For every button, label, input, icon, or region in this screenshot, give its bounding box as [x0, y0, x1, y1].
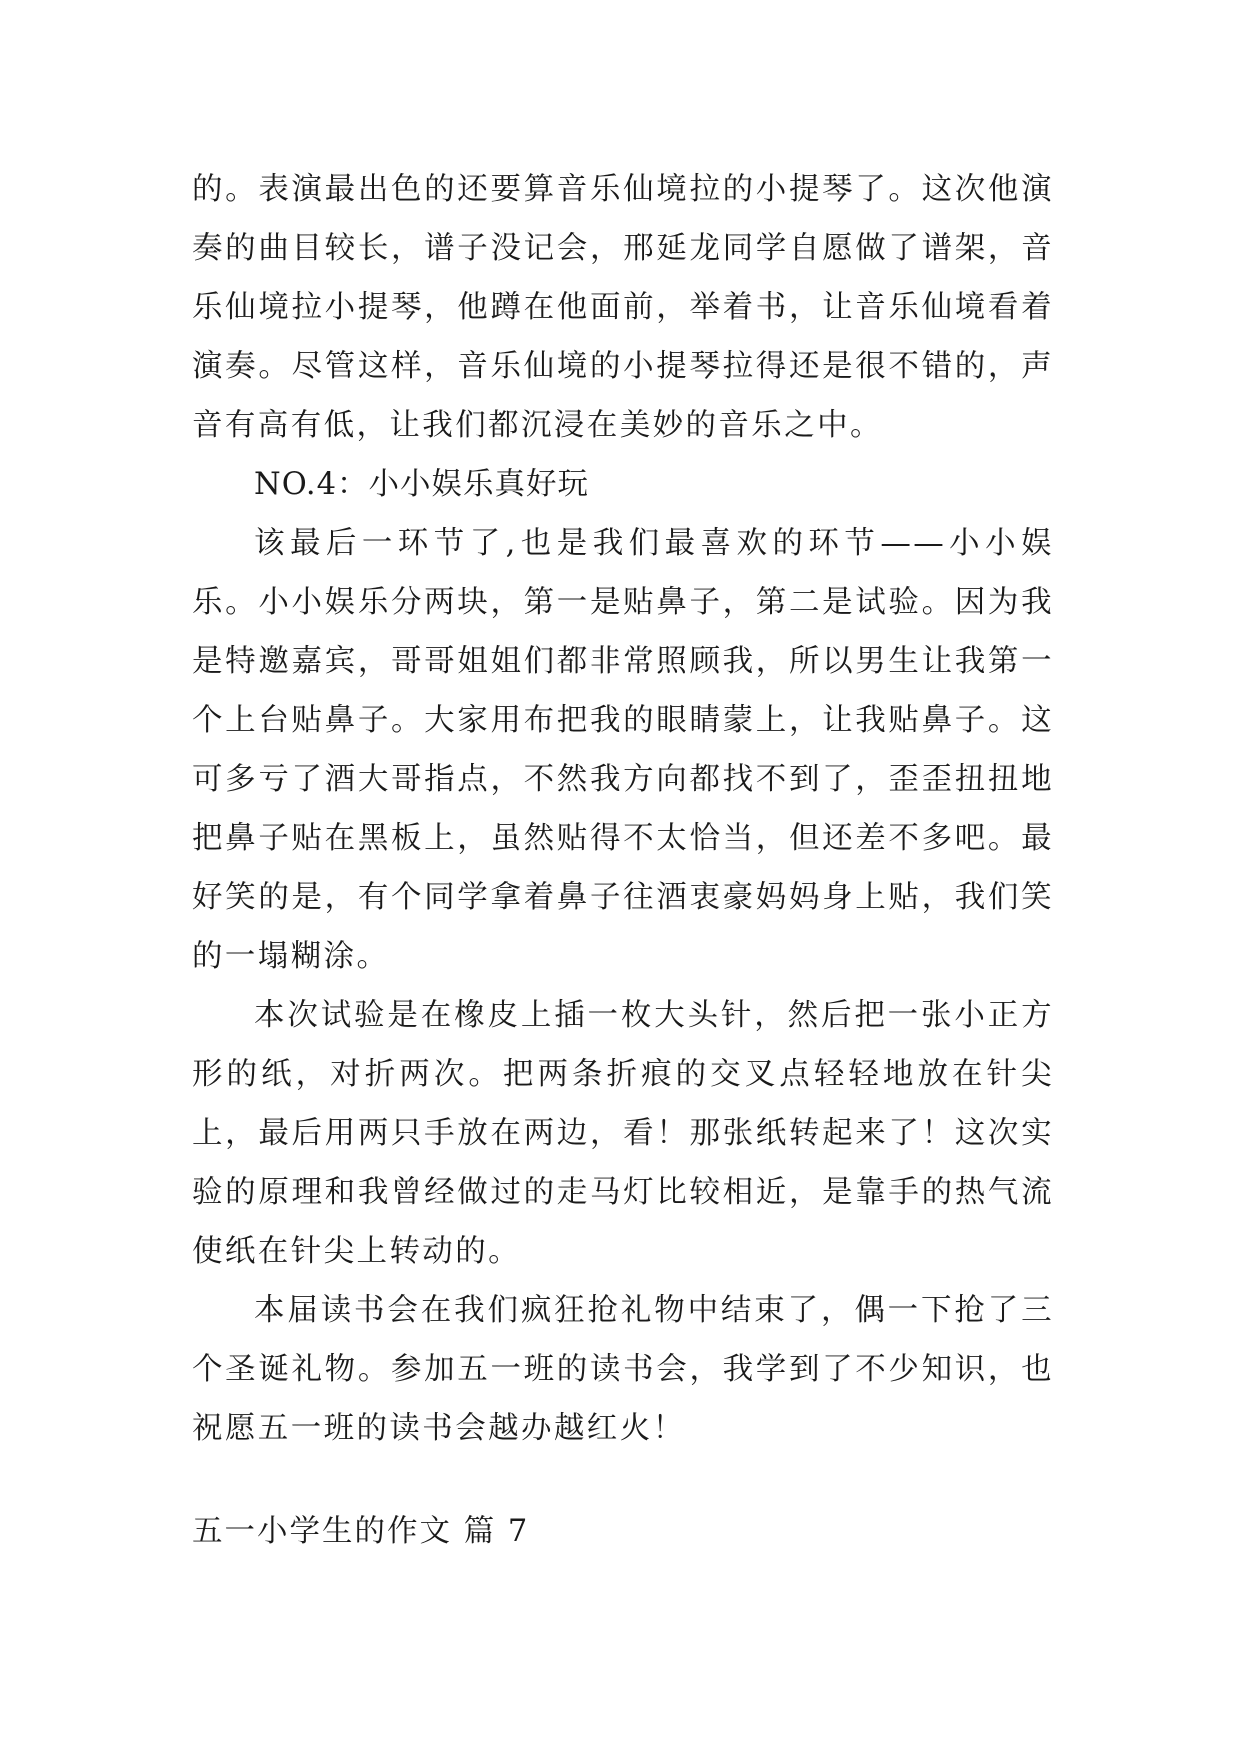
paragraph-experiment: 本次试验是在橡皮上插一枚大头针，然后把一张小正方形的纸，对折两次。把两条折痕的交叉点轻轻地放在针尖上，最后用两只手放在两边，看！那张纸转起来了！这次实验的原理和我曾经做过的走马灯比较相近，是靠手的热气流使纸在针尖上转动的。: [192, 998, 1054, 1269]
section-gap: [192, 1458, 1054, 1502]
paragraph-entertainment: 该最后一环节了,也是我们最喜欢的环节——小小娱乐。小小娱乐分两块，第一是贴鼻子，第二是试验。因为我是特邀嘉宾，哥哥姐姐们都非常照顾我，所以男生让我第一个上台贴鼻子。大家用布把我的眼睛蒙上，让我贴鼻子。这可多亏了酒大哥指点，不然我方向都找不到了，歪歪扭扭地把鼻子贴在黑板上，虽然贴得不太恰当，但还差不多吧。最好笑的是，有个同学拿着鼻子往酒衷豪妈妈身上贴，我们笑的一塌糊涂。: [192, 526, 1054, 974]
section-title: 五一小学生的作文 篇 7: [192, 1514, 530, 1549]
paragraph-ending: 本届读书会在我们疯狂抢礼物中结束了，偶一下抢了三个圣诞礼物。参加五一班的读书会，我学到了不少知识，也祝愿五一班的读书会越办越红火！: [192, 1293, 1054, 1446]
heading-no4: NO.4：小小娱乐真好玩: [254, 467, 590, 502]
paragraph-performance: 的。表演最出色的还要算音乐仙境拉的小提琴了。这次他演奏的曲目较长，谱子没记会，邢延龙同学自愿做了谱架，音乐仙境拉小提琴，他蹲在他面前，举着书，让音乐仙境看着演奏。尽管这样，音乐仙境的小提琴拉得还是很不错的，声音有高有低，让我们都沉浸在美妙的音乐之中。: [192, 172, 1054, 443]
document-body: [192, 160, 1054, 1561]
